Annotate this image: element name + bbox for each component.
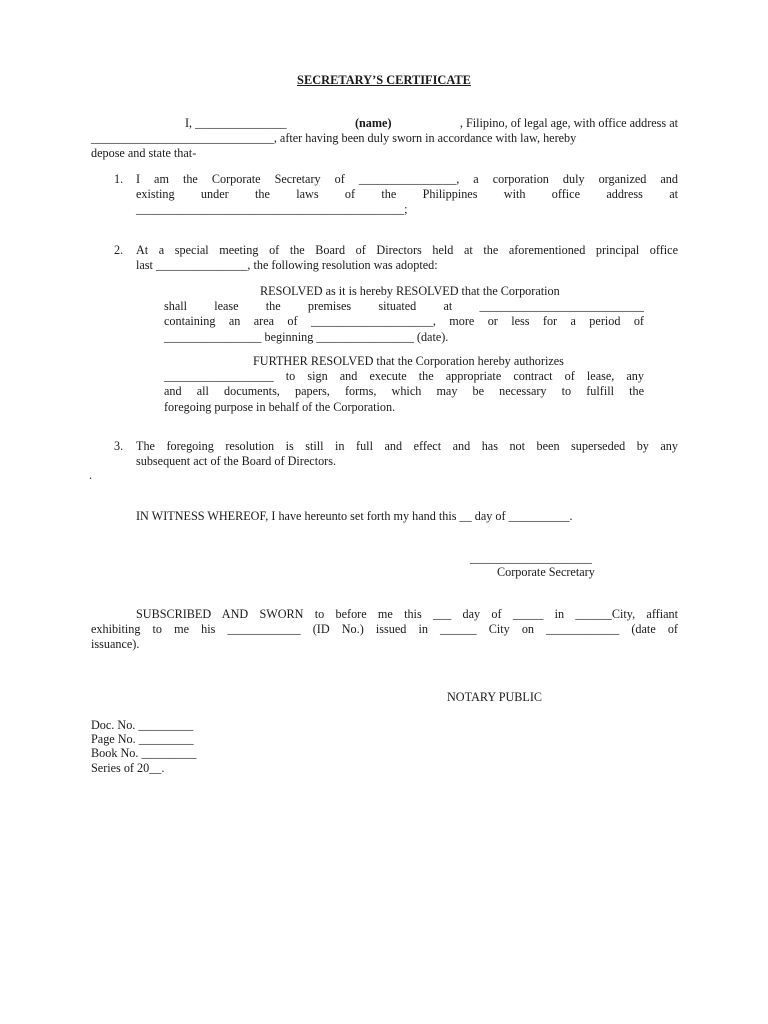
witness-clause: IN WITNESS WHEREOF, I have hereunto set forth my hand this __ day of __________. (136, 509, 573, 523)
further-line-3: and all documents, papers, forms, which may be necessary to fulfill the (164, 384, 644, 399)
resolved-clause (164, 284, 644, 344)
resolved-line-3: containing an area of ____________________, more or less for a period of (164, 314, 644, 329)
page-number: Page No. _________ (91, 732, 194, 747)
resolved-line-4: ________________ beginning ________________ (date). (164, 329, 449, 344)
intro-line-1-rest: , Filipino, of legal age, with office address at (459, 116, 678, 130)
item-3-paragraph (136, 439, 678, 468)
item-3-number: 3. (114, 439, 124, 453)
stray-mark: . (89, 468, 93, 482)
intro-paragraph (91, 116, 678, 161)
item-1-number: 1. (114, 172, 124, 186)
jurat-line-2: exhibiting to me his ____________ (ID No.) issued in ______ City on ____________ (date of (91, 622, 678, 637)
further-line-1: FURTHER RESOLVED that the Corporation hereby authorizes (253, 354, 564, 368)
jurat-line-1: SUBSCRIBED AND SWORN to before me this ___ day of _____ in ______City, affiant (136, 607, 678, 621)
name-placeholder-label: (name) (354, 116, 392, 130)
item-3-line-1: The foregoing resolution is still in full and effect and has not been superseded by any (136, 439, 678, 453)
resolved-line-1: RESOLVED as it is hereby RESOLVED that the Corporation (260, 284, 560, 298)
notary-public-label: NOTARY PUBLIC (447, 690, 543, 704)
intro-line-2: ______________________________, after having been duly sworn in accordance with law, hereby (91, 131, 577, 146)
item-1-line-3: ____________________________________________; (136, 202, 408, 217)
item-1-paragraph (136, 172, 678, 217)
series-year: Series of 20__. (91, 760, 165, 775)
doc-number: Doc. No. _________ (91, 718, 194, 732)
intro-line-1-lead: I, _______________ (185, 116, 287, 130)
document-title: SECRETARY’S CERTIFICATE (297, 73, 471, 87)
item-2-paragraph (136, 243, 678, 272)
book-number: Book No. _________ (91, 746, 197, 761)
item-2-line-2: last _______________, the following resolution was adopted: (136, 258, 438, 273)
jurat-line-3: issuance). (91, 637, 140, 652)
resolved-line-2: shall lease the premises situated at ___________________________ (164, 299, 644, 314)
item-2-line-1: At a special meeting of the Board of Directors held at the aforementioned principal office (136, 243, 678, 257)
further-line-2: __________________ to sign and execute the appropriate contract of lease, any (164, 369, 644, 384)
signature-caption: Corporate Secretary (497, 565, 595, 579)
item-2-number: 2. (114, 243, 124, 257)
further-resolved-clause (164, 354, 644, 414)
item-1-line-1: I am the Corporate Secretary of ________________, a corporation duly organized and (136, 172, 678, 186)
item-3-line-2: subsequent act of the Board of Directors. (136, 454, 337, 469)
jurat-paragraph (91, 607, 678, 652)
item-1-line-2: existing under the laws of the Philippines with office address at (136, 187, 678, 202)
notarial-register (91, 718, 196, 775)
signature-line: ____________________ (470, 551, 592, 565)
intro-line-1 (91, 116, 678, 130)
intro-line-3: depose and state that- (91, 146, 197, 161)
further-line-4: foregoing purpose in behalf of the Corporation. (164, 399, 396, 414)
